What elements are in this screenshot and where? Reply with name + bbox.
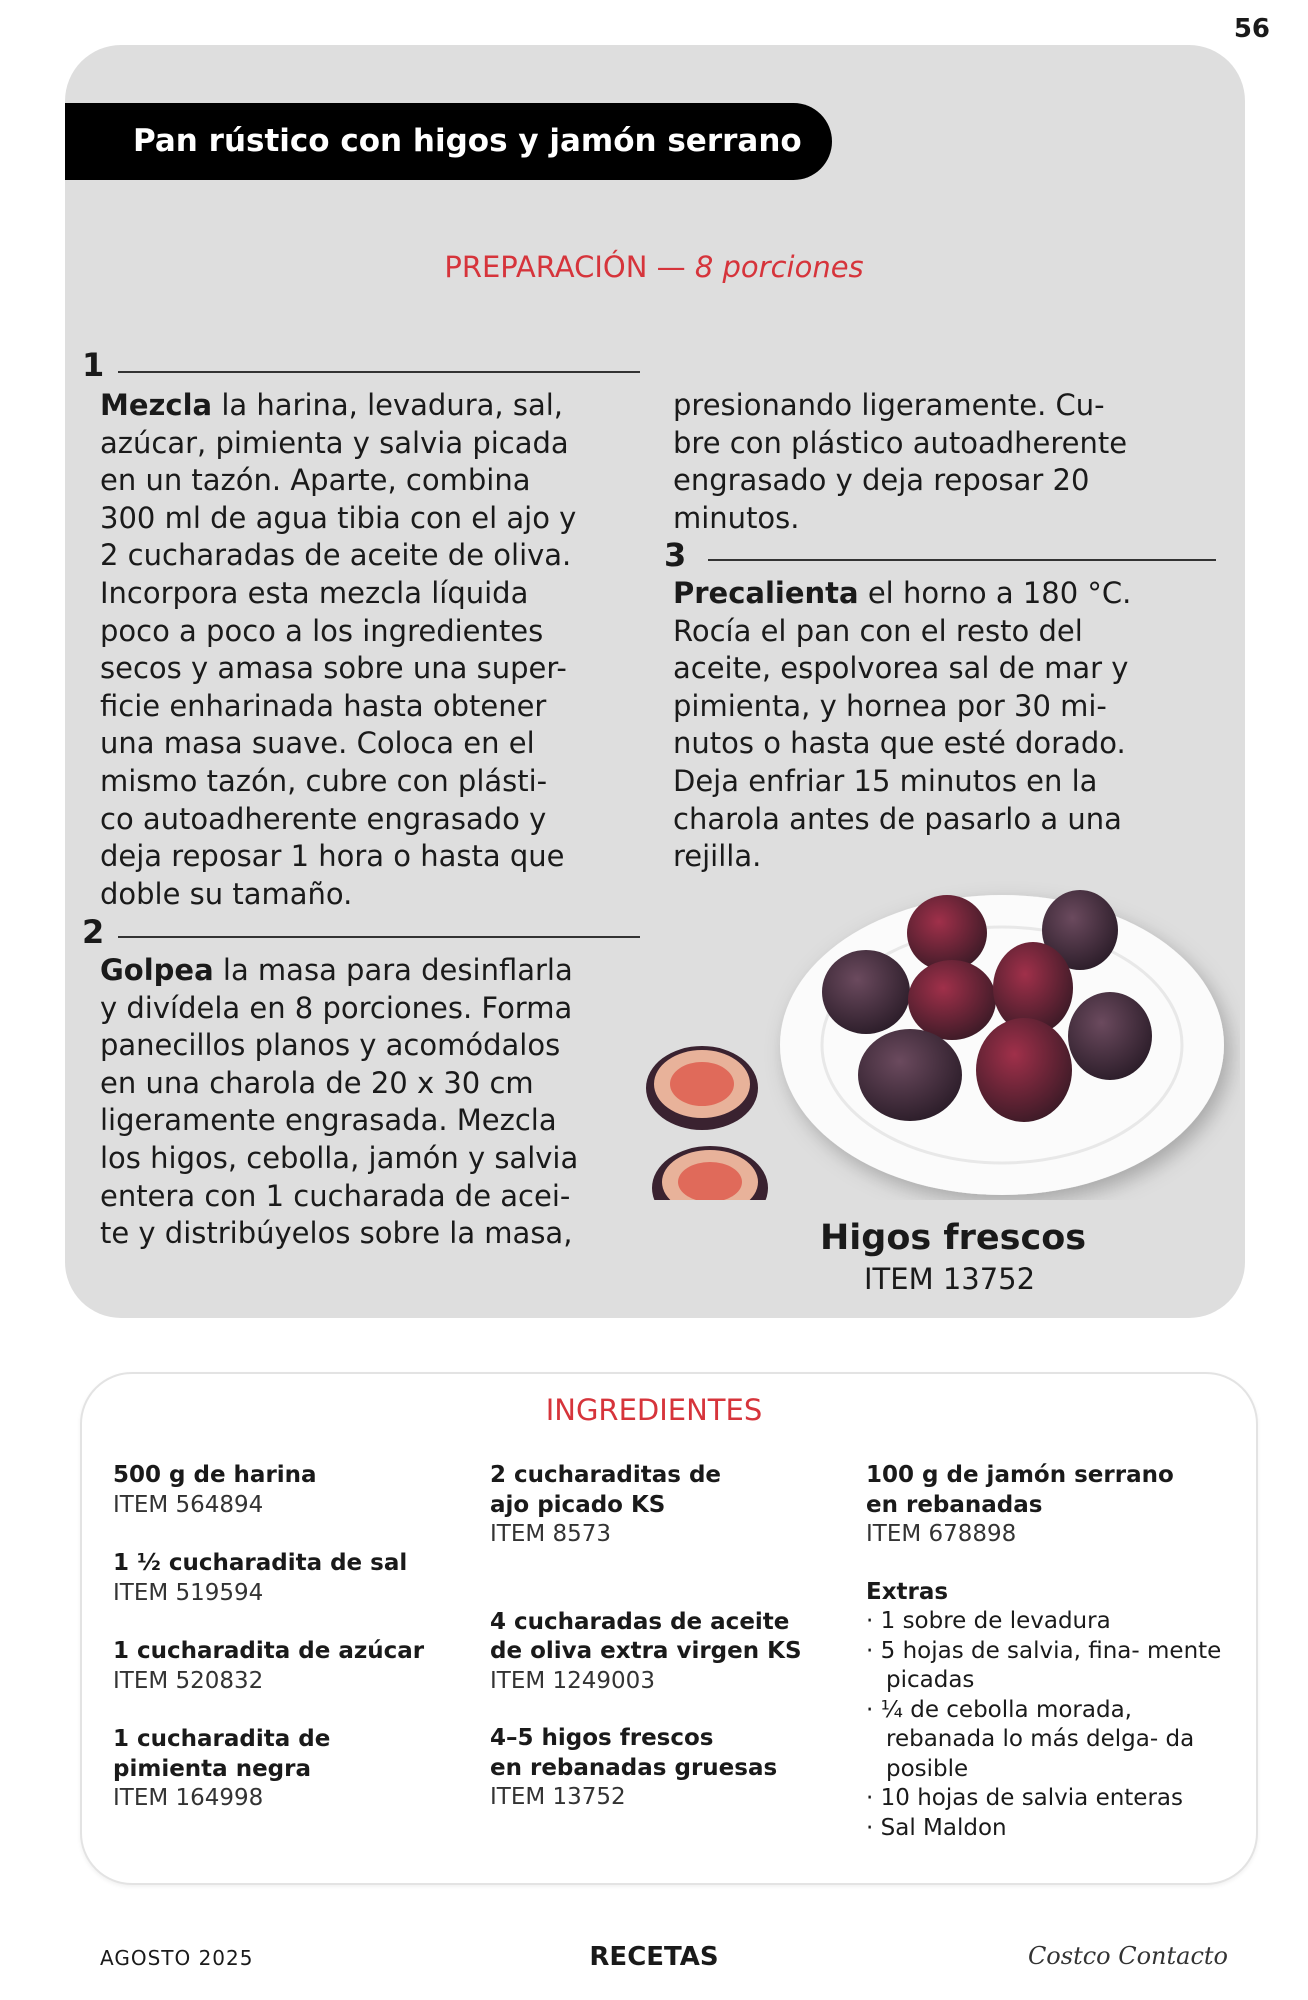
text-line (100, 990, 578, 1028)
text-line (100, 650, 576, 688)
text-line-content: panecillos planos y acomódalos (100, 1028, 561, 1063)
step-number: 2 (82, 913, 105, 951)
text-line (100, 1102, 578, 1140)
text-line-content: pimienta, y hornea por 30 mi- (673, 688, 1107, 723)
extras-title: Extras (866, 1578, 949, 1605)
ingredient-item: ITEM 164998 (113, 1785, 264, 1811)
text-line-content: una masa suave. Coloca en el (100, 726, 535, 761)
text-line-content: doble su tamaño. (100, 876, 353, 911)
divider (118, 936, 640, 938)
text-line (100, 387, 576, 425)
text-line (673, 613, 1131, 651)
text-line-content: poco a poco a los ingredientes (100, 613, 544, 648)
extras-item (866, 1607, 1226, 1637)
text-line (673, 387, 1127, 425)
step-lead: Mezcla (100, 388, 213, 422)
step-2-continued (673, 387, 1127, 537)
text-line-content: charola antes de pasarlo a una (673, 801, 1122, 836)
ingredient (490, 1608, 802, 1697)
ingredient-name: 4–5 higos frescos (490, 1725, 714, 1751)
footer-date: AGOSTO 2025 (100, 1946, 254, 1970)
ingredient-item: ITEM 564894 (113, 1491, 264, 1518)
extras-item (866, 1696, 1226, 1785)
text-line-content: Deja enfriar 15 minutos en la (673, 763, 1098, 798)
text-line-content: deja reposar 1 hora o hasta que (100, 839, 565, 874)
text-line-content: Incorpora esta mezcla líquida (100, 575, 529, 610)
ingredient-name: en rebanadas (866, 1491, 1043, 1518)
ingredient (490, 1461, 802, 1550)
ingredient-name: de oliva extra virgen KS (490, 1638, 802, 1664)
ingredients-column-2 (490, 1461, 802, 1841)
product-item: ITEM 13752 (864, 1262, 1036, 1296)
text-line (673, 425, 1127, 463)
ingredient-item: ITEM 519594 (113, 1579, 264, 1606)
divider (118, 371, 640, 373)
ingredient-name: 100 g de jamón serrano (866, 1462, 1174, 1488)
step-number: 3 (664, 536, 687, 574)
text-line-content: azúcar, pimienta y salvia picada (100, 425, 569, 460)
text-line-content: ficie enharinada hasta obtener (100, 688, 547, 723)
text-line (673, 462, 1127, 500)
text-line (100, 500, 576, 538)
text-line-content: en una charola de 20 x 30 cm (100, 1065, 534, 1100)
text-line-content: nutos o hasta que esté dorado. (673, 726, 1126, 761)
ingredient-name: en rebanadas gruesas (490, 1754, 778, 1781)
extras-item (866, 1637, 1226, 1696)
ingredient-name: 1 cucharadita de (113, 1726, 331, 1752)
text-line (100, 876, 576, 914)
extras-item-text: 10 hojas de salvia enteras (880, 1785, 1183, 1811)
page-number: 56 (1233, 14, 1270, 44)
text-line (100, 425, 576, 463)
ingredients-title: INGREDIENTES (545, 1393, 763, 1427)
text-line-content: aceite, espolvorea sal de mar y (673, 651, 1129, 686)
text-line-content: 300 ml de agua tibia con el ajo y (100, 500, 577, 535)
ingredient (113, 1725, 424, 1814)
text-line-content: el horno a 180 °C. (858, 576, 1132, 610)
text-line-content: ligeramente engrasada. Mezcla (100, 1103, 557, 1138)
product-name: Higos frescos (820, 1218, 1087, 1258)
ingredient-item: ITEM 13752 (490, 1784, 626, 1810)
text-line (673, 725, 1131, 763)
preparation-label: PREPARACIÓN — (444, 250, 686, 284)
ingredient-name: 500 g de harina (113, 1462, 317, 1488)
text-line (100, 801, 576, 839)
text-line-content: entera con 1 cucharada de acei- (100, 1178, 571, 1213)
bullet-icon: · (866, 1785, 881, 1811)
text-line-content: los higos, cebolla, jamón y salvia (100, 1140, 579, 1175)
text-line-content: bre con plástico autoadherente (673, 425, 1128, 460)
ingredient-name: ajo picado KS (490, 1491, 666, 1518)
step-3-text (673, 575, 1131, 876)
text-line (100, 688, 576, 726)
text-line-content: Rocía el pan con el resto del (673, 613, 1083, 648)
ingredient-item: ITEM 520832 (113, 1667, 264, 1694)
text-line (100, 725, 576, 763)
ingredient-name: 1 ½ cucharadita de sal (113, 1550, 408, 1576)
extras-item-text: 5 hojas de salvia, fina- mente picadas (880, 1637, 1222, 1693)
text-line (673, 763, 1131, 801)
text-line (100, 838, 576, 876)
text-line-content: minutos. (673, 500, 800, 535)
step-lead: Golpea (100, 953, 214, 987)
extras-item-text: 1 sobre de levadura (880, 1608, 1111, 1634)
ingredient (113, 1549, 424, 1608)
text-line-content: engrasado y deja reposar 20 (673, 463, 1090, 498)
text-line-content: la harina, levadura, sal, (212, 388, 563, 422)
step-number: 1 (82, 346, 105, 384)
text-line (100, 613, 576, 651)
fig-halves (646, 1046, 768, 1200)
text-line-content: secos y amasa sobre una super- (100, 651, 567, 686)
ingredient-name: 2 cucharaditas de (490, 1462, 722, 1488)
footer-section: RECETAS (589, 1942, 719, 1972)
ingredient (113, 1461, 424, 1520)
bullet-icon: · (866, 1608, 881, 1634)
text-line (100, 1215, 578, 1253)
text-line-content: en un tazón. Aparte, combina (100, 463, 531, 498)
text-line-content: la masa para desinflarla (213, 953, 573, 987)
preparation-heading (0, 250, 1308, 284)
text-line (100, 952, 578, 990)
ingredient-name: 4 cucharadas de aceite (490, 1608, 790, 1635)
recipe-title: Pan rústico con higos y jamón serrano (65, 103, 832, 180)
ingredient (866, 1461, 1226, 1550)
ingredients-column-3 (866, 1461, 1226, 1843)
text-line-content: rejilla. (673, 839, 762, 874)
extras-item (866, 1814, 1226, 1844)
portions: 8 porciones (694, 250, 864, 284)
text-line (673, 801, 1131, 839)
divider (708, 559, 1216, 561)
bullet-icon: · (866, 1637, 881, 1664)
bullet-icon: · (866, 1814, 881, 1841)
step-1-text (100, 387, 576, 913)
ingredient-name: 1 cucharadita de azúcar (113, 1638, 425, 1664)
text-line (100, 1027, 578, 1065)
text-line (100, 763, 576, 801)
text-line-content: te y distribúyelos sobre la masa, (100, 1216, 573, 1251)
text-line (100, 1178, 578, 1216)
text-line-content: y divídela en 8 porciones. Forma (100, 990, 573, 1025)
text-line-content: co autoadherente engrasado y (100, 801, 547, 836)
text-line (673, 650, 1131, 688)
text-line (100, 462, 576, 500)
figs-photo (640, 860, 1240, 1200)
text-line (100, 1065, 578, 1103)
footer-brand: Costco Contacto (1027, 1942, 1228, 1970)
extras-item-text: ¼ de cebolla morada, rebanada lo más delga- da posible (880, 1696, 1195, 1782)
ingredient (113, 1637, 424, 1696)
text-line (100, 537, 576, 575)
extras-item (866, 1784, 1226, 1814)
extras-item-text: Sal Maldon (880, 1814, 1007, 1841)
text-line-content: presionando ligeramente. Cu- (673, 388, 1105, 422)
text-line (673, 688, 1131, 726)
text-line (673, 500, 1127, 538)
text-line-content: mismo tazón, cubre con plásti- (100, 763, 548, 798)
ingredients-column-1 (113, 1461, 424, 1843)
text-line-content: 2 cucharadas de aceite de oliva. (100, 538, 572, 573)
step-lead: Precalienta (673, 576, 859, 610)
ingredient-item: ITEM 1249003 (490, 1667, 655, 1694)
ingredient-name: pimienta negra (113, 1755, 311, 1782)
step-2-text (100, 952, 578, 1253)
ingredient-item: ITEM 8573 (490, 1521, 612, 1547)
text-line (100, 575, 576, 613)
ingredient-item: ITEM 678898 (866, 1521, 1017, 1547)
ingredient (490, 1724, 802, 1813)
bullet-icon: · (866, 1696, 881, 1723)
text-line (673, 575, 1131, 613)
text-line (100, 1140, 578, 1178)
